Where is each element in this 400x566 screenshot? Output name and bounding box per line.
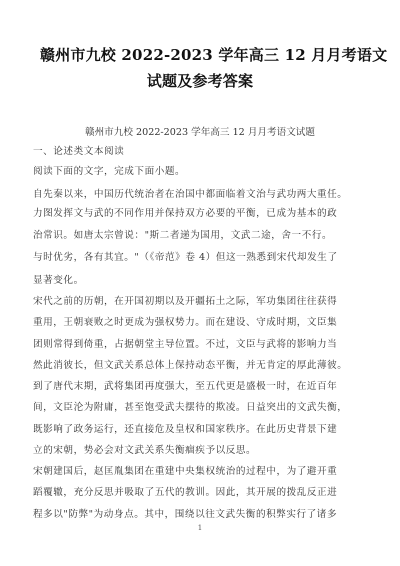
body-line: 既影响了政务运行，还直接危及皇权和国家秩序。在此历史背景下建 xyxy=(33,424,338,435)
body-line: 团则常得到倚重，占据朝堂主导位置。不过，文臣与武将的影响力当 xyxy=(33,339,338,350)
body-line: 程多以"防弊"为动身点。其中，围绕以往文武失衡的积弊实行了诸多 xyxy=(33,509,338,520)
body-line: 治常识。如唐太宗曾说："斯二者递为国用，文武二途，舍一不行。 xyxy=(33,230,333,241)
body-line: 间，文臣沦为附庸，甚至饱受武夫摆待的欺凌。日益突出的文武失衡， xyxy=(33,402,348,413)
body-line: 宋代之前的历朝，在开国初期以及开疆拓土之际，军功集团往往获得 xyxy=(33,296,338,307)
body-line: 与时优劣，各有其宜。"（《帝范》卷 4）但这一熟悉到宋代却发生了 xyxy=(33,252,338,263)
body-line: 力图发挥文与武的不同作用并保持双方必要的平衡，已成为基本的政 xyxy=(33,208,338,219)
body-line: 重用，王朝衰败之时更成为强权势力。而在建设、守成时期，文臣集 xyxy=(33,317,338,328)
body-line: 蹈覆辙，充分反思并吸取了五代的教训。因此，其开展的拨乱反正进 xyxy=(33,487,338,498)
document-title-line-2: 试题及参考答案 xyxy=(146,72,254,90)
body-line: 自先秦以来，中国历代统治者在治国中都面临着文治与武功两大重任。 xyxy=(33,189,348,200)
body-line: 宋朝建国后，赵匡胤集团在重建中央集权统治的过程中，为了避开重 xyxy=(33,466,338,477)
document-title-line-1: 赣州市九校 2022-2023 学年高三 12 月月考语文 xyxy=(40,46,388,64)
page-number: 1 xyxy=(197,524,203,532)
body-line: 显著变化。 xyxy=(33,275,84,286)
body-line: 然此消彼长，但文武关系总体上保持动态平衡，并无肯定的厚此薄彼。 xyxy=(33,360,348,371)
instruction-line: 阅读下面的文字，完成下面小题。 xyxy=(33,166,186,177)
document-subtitle: 赣州市九校 2022-2023 学年高三 12 月月考语文试题 xyxy=(85,127,315,138)
body-line: 到了唐代末期，武将集团再度强大，至五代更是盛极一时，在近百年 xyxy=(33,381,338,392)
section-heading: 一、论述类文本阅读 xyxy=(33,146,125,157)
body-line: 立的宋朝，势必会对文武关系失衡痼疾予以反思。 xyxy=(33,445,257,456)
